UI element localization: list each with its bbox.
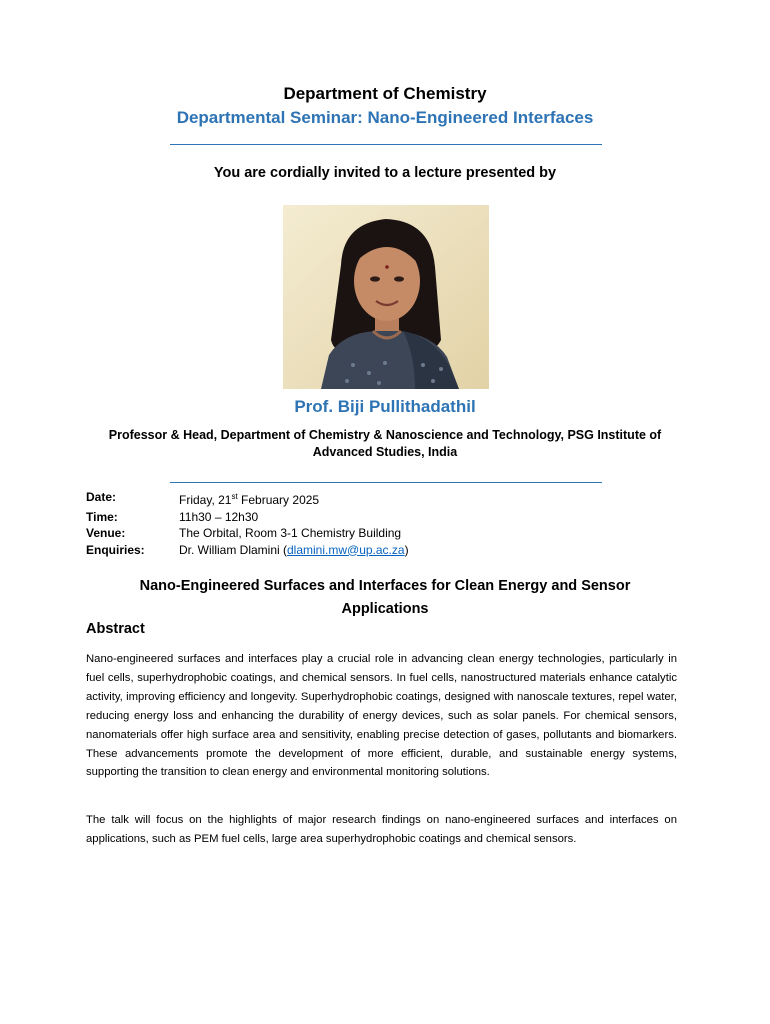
date-label: Date:: [86, 490, 117, 504]
date-value: Friday, 21st February 2025: [179, 492, 320, 507]
time-label: Time:: [86, 509, 118, 524]
abstract-paragraph-2: The talk will focus on the highlights of major research findings on nano-engineered surfaces and interfaces on applications, such as PEM fuel cells, large area superhydrophobic coatings and chemical sensors.: [86, 814, 677, 845]
speaker-name: Prof. Biji Pullithadathil: [294, 397, 476, 416]
venue-label: Venue:: [86, 526, 126, 540]
abstract-heading: Abstract: [86, 621, 145, 637]
talk-title: Nano-Engineered Surfaces and Interfaces for Clean Energy and Sensor Applications: [139, 578, 631, 617]
seminar-title: Departmental Seminar: Nano-Engineered Interfaces: [176, 108, 594, 127]
enquiries-email-link[interactable]: dlamini.mw@up.ac.za: [287, 542, 405, 557]
department-heading: Department of Chemistry: [283, 84, 487, 103]
speaker-photo: [283, 205, 489, 389]
invitation-line: You are cordially invited to a lecture presented by: [213, 165, 557, 181]
enquiries-label: Enquiries:: [86, 542, 145, 557]
abstract-paragraph-1: Nano-engineered surfaces and interfaces play a crucial role in advancing clean energy technologies, particularly in fuel cells, superhydrophobic coatings, and chemical sensors. In fuel cells, nanostructured materials enhance catalytic activity, improving efficiency and longevity. Superhydrophobic coatings, designed with nanoscale textures, repel water, reducing energy loss and enhancing the durability of energy devices, such as solar panels. For chemical sensors, nanomaterials offer high surface area and sensitivity, enabling precise detection of gases, pollutants and biomarkers. These advancements promote the development of more efficient, durable, and sustainable energy systems, supporting the transition to clean energy and environmental monitoring solutions.: [86, 653, 677, 779]
time-value: 11h30 – 12h30: [179, 509, 259, 524]
venue-value: The Orbital, Room 3-1 Chemistry Building: [179, 526, 402, 540]
detail-row-venue: [86, 525, 409, 542]
event-details: [86, 489, 409, 558]
detail-row-date: [86, 489, 409, 509]
enquiries-value: Dr. William Dlamini (dlamini.mw@up.ac.za): [179, 542, 409, 557]
divider-middle: [170, 482, 602, 483]
detail-row-enquiries: [86, 542, 409, 559]
detail-row-time: [86, 509, 409, 526]
divider-top: [170, 144, 602, 145]
speaker-affiliation: Professor & Head, Department of Chemistry & Nanoscience and Technology, PSG Institute of Advanced Studies, India: [108, 428, 662, 459]
